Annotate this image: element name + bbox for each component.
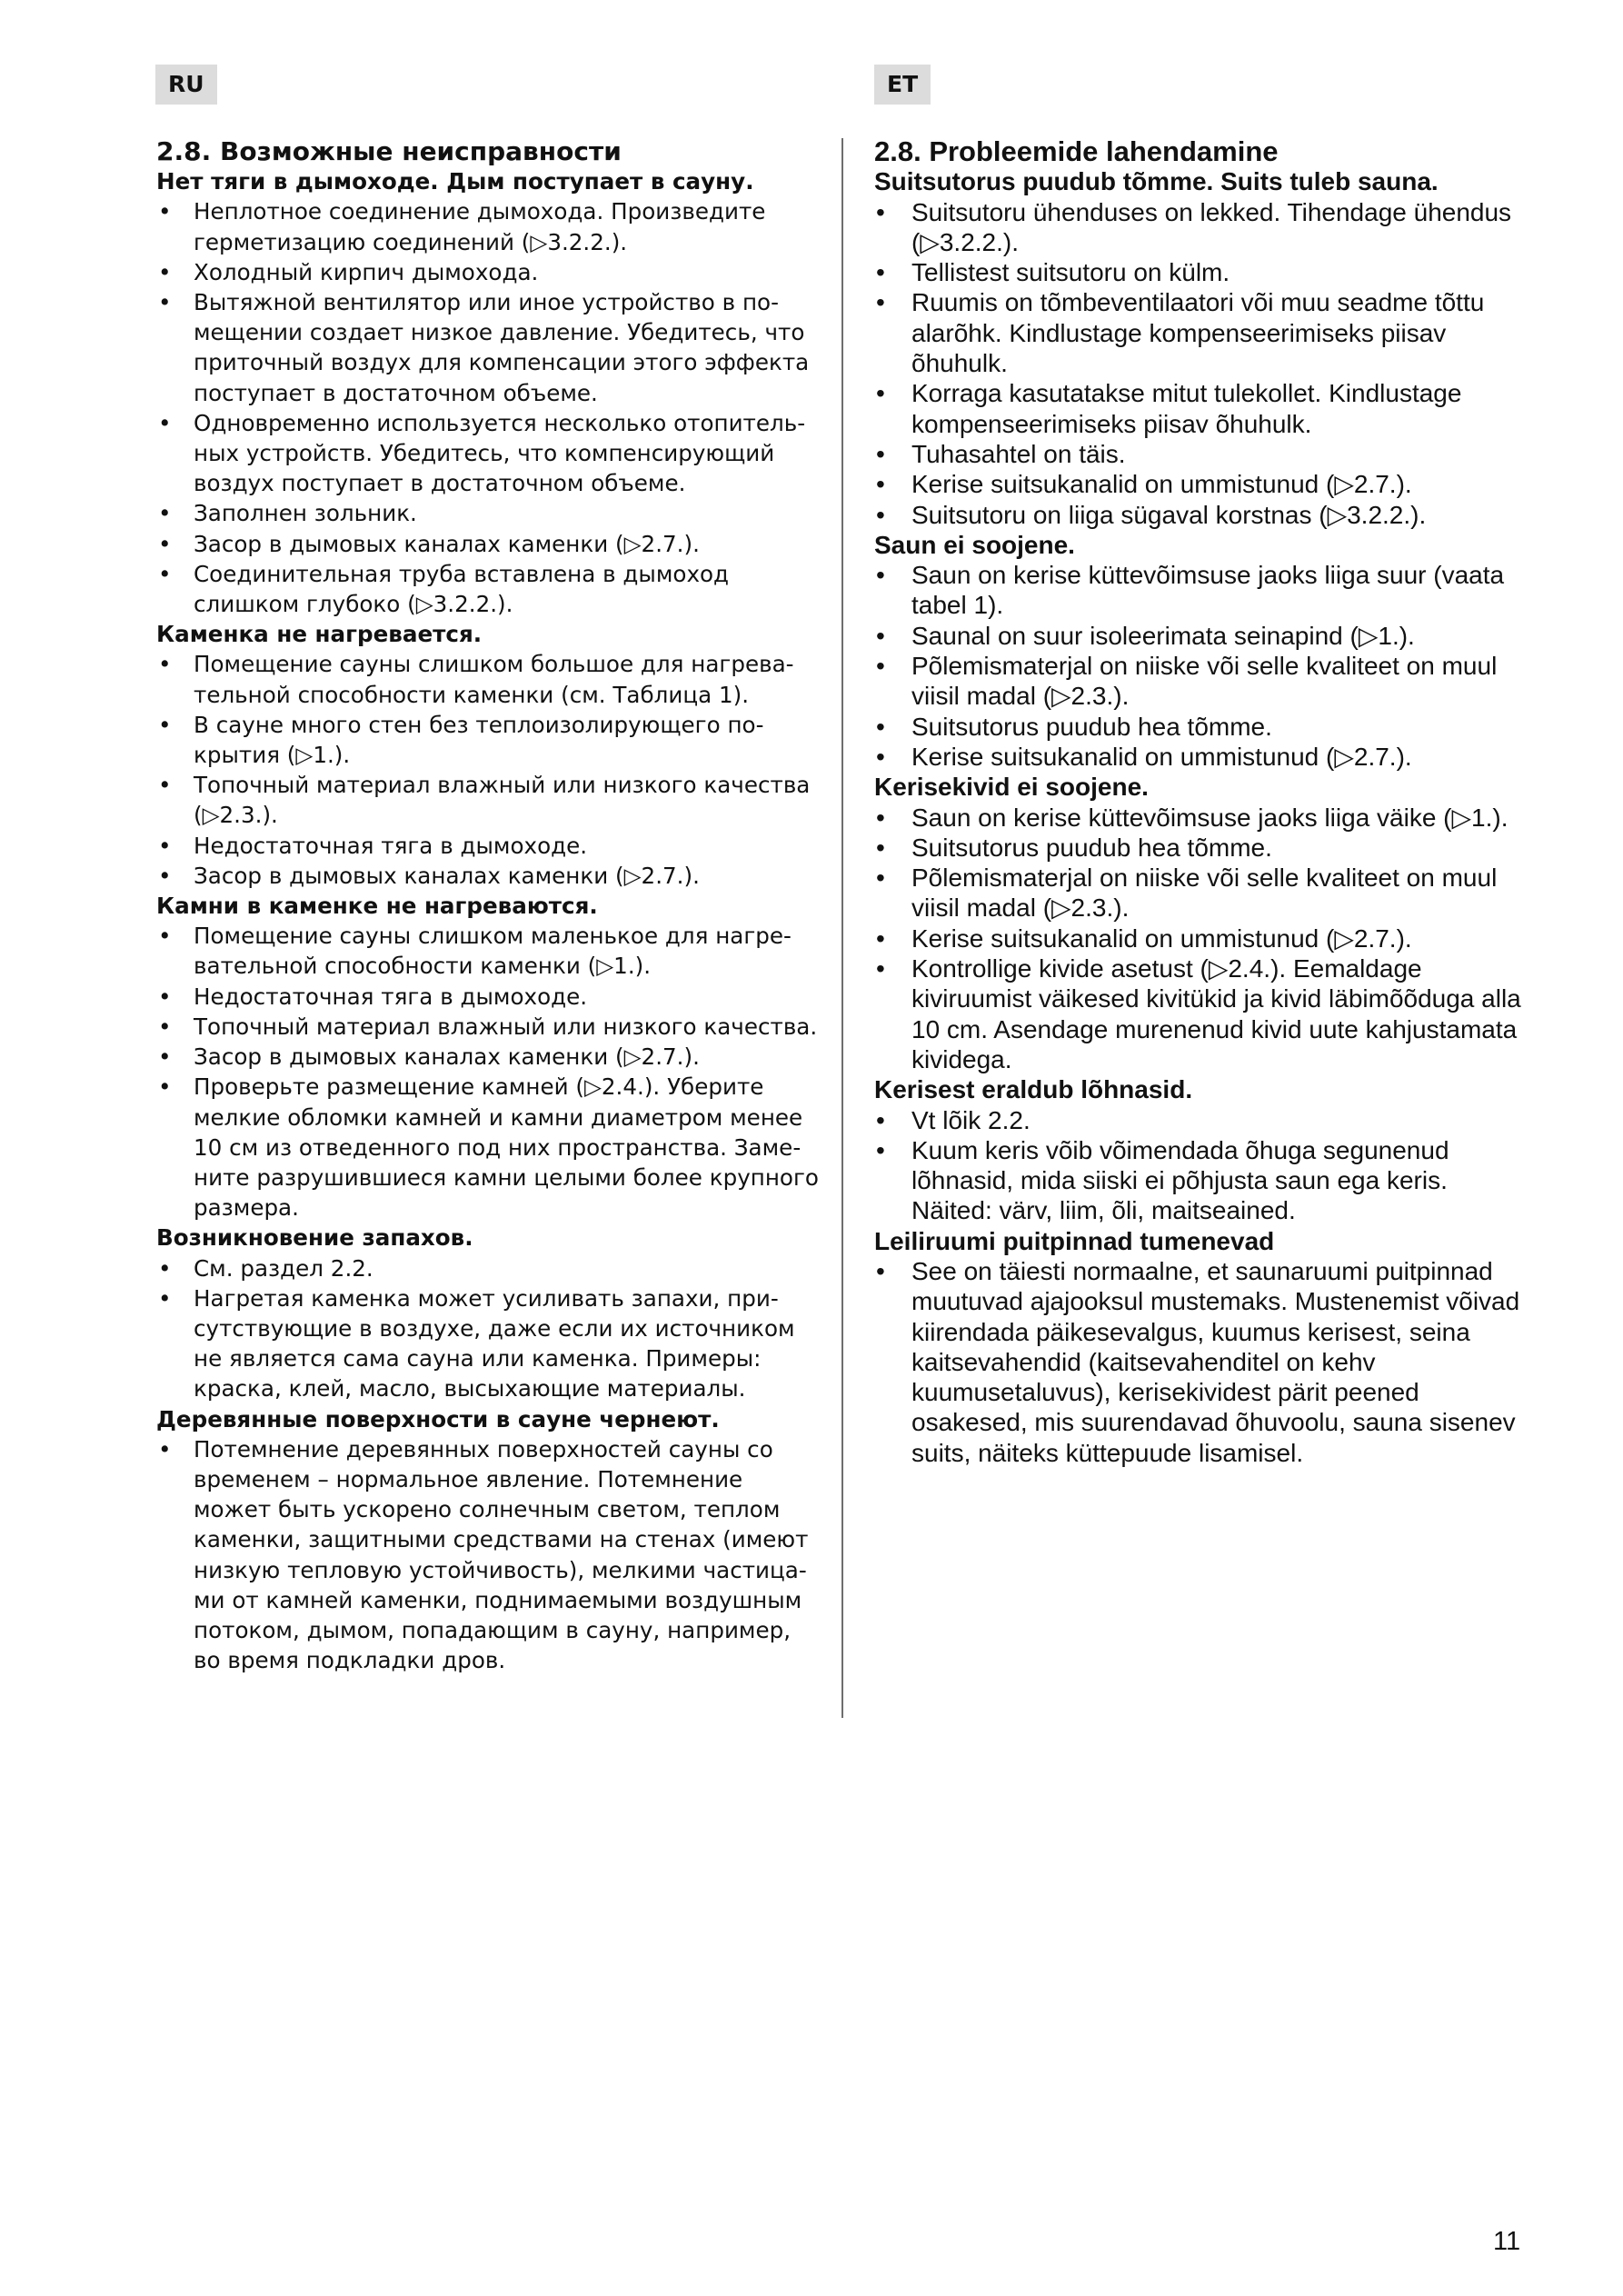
list-item: • Недостаточная тяга в дымоходе. — [156, 982, 820, 1012]
section-title: 2.8. Probleemide lahendamine — [874, 135, 1279, 167]
column-russian — [156, 136, 820, 1675]
list-item: • Kerise suitsukanalid on ummistunud (▷2.7.). — [874, 742, 1521, 772]
subsection-title: Kerisest eraldub lõhnasid. — [874, 1075, 1193, 1104]
subsection-title: Leiliruumi puitpinnad tumenevad — [874, 1226, 1275, 1255]
subsection-title: Kerisekivid ei soojene. — [874, 773, 1149, 802]
bullet-list — [874, 560, 1521, 772]
list-item: • Засор в дымовых каналах каменки (▷2.7.). — [156, 1042, 820, 1072]
subsection-title: Нет тяги в дымоходе. Дым поступает в сауну. — [156, 168, 754, 195]
list-item: • Suitsutoru ühenduses on lekked. Tihendage ühendus (▷3.2.2.). — [874, 197, 1521, 258]
list-item: • Проверьте размещение камней (▷2.4.). Уберите мелкие обломки камней и камни диаметром менее 10 см из отведенного под них пространства. Замените разрушившиеся камни целыми более крупного размера. — [156, 1072, 820, 1223]
column-divider — [841, 138, 843, 1718]
list-item: • Топочный материал влажный или низкого качества (▷2.3.). — [156, 770, 820, 830]
page-number: 11 — [1493, 2227, 1521, 2256]
list-item: • Соединительная труба вставлена в дымоход слишком глубоко (▷3.2.2.). — [156, 559, 820, 619]
list-item: • Saun on kerise küttevõimsuse jaoks liiga suur (vaata tabel 1). — [874, 560, 1521, 621]
subsection-title: Камни в каменке не нагреваются. — [156, 893, 598, 920]
list-item: • Tellistest suitsutoru on külm. — [874, 257, 1521, 287]
bullet-list — [156, 649, 820, 891]
list-item: • Одновременно используется несколько отопительных устройств. Убедитесь, что компенсирующий воздух поступает в достаточном объеме. — [156, 408, 820, 499]
bullet-list — [156, 196, 820, 619]
list-item: • Kerise suitsukanalid on ummistunud (▷2.7.). — [874, 469, 1521, 499]
list-item: • См. раздел 2.2. — [156, 1253, 820, 1283]
list-item: • Потемнение деревянных поверхностей сауны со временем – нормальное явление. Потемнение может быть ускорено солнечным светом, теплом каменки, защитными средствами на стенах (имеют низкую тепловую устойчивость), мелкими частицами от камней каменки, поднимаемыми воздушным потоком, дымом, попадающим в сауну, например, во время подкладки дров. — [156, 1434, 820, 1676]
subsection-title: Каменка не нагревается. — [156, 621, 483, 648]
list-item: • Помещение сауны слишком большое для нагревательной способности каменки (см. Таблица 1). — [156, 649, 820, 709]
bullet-list — [874, 1105, 1521, 1226]
list-item: • Saunal on suur isoleerimata seinapind (▷1.). — [874, 621, 1521, 651]
list-item: • Топочный материал влажный или низкого качества. — [156, 1012, 820, 1042]
list-item: • Kerise suitsukanalid on ummistunud (▷2.7.). — [874, 923, 1521, 953]
list-item: • Suitsutoru on liiga sügaval korstnas (▷3.2.2.). — [874, 500, 1521, 530]
bullet-list — [874, 1256, 1521, 1468]
language-badge-et: ET — [874, 65, 931, 105]
list-item: • Korraga kasutatakse mitut tulekollet. Kindlustage kompenseerimiseks piisav õhuhulk. — [874, 378, 1521, 439]
list-item: • Kuum keris võib võimendada õhuga segunenud lõhnasid, mida siiski ei põhjusta saun ega keris. Näited: värv, liim, õli, maitseained. — [874, 1135, 1521, 1226]
bullet-list — [156, 921, 820, 1223]
subsection-title: Suitsutorus puudub tõmme. Suits tuleb sauna. — [874, 167, 1439, 196]
section-title: 2.8. Возможные неисправности — [156, 136, 622, 166]
list-item: • В сауне много стен без теплоизолирующего покрытия (▷1.). — [156, 710, 820, 770]
list-item: • Ruumis on tõmbeventilaatori või muu seadme tõttu alarõhk. Kindlustage kompenseerimiseks piisav õhuhulk. — [874, 287, 1521, 378]
list-item: • Põlemismaterjal on niiske või selle kvaliteet on muul viisil madal (▷2.3.). — [874, 651, 1521, 712]
list-item: • Нагретая каменка может усиливать запахи, присутствующие в воздухе, даже если их источником не является сама сауна или каменка. Примеры: краска, клей, масло, высыхающие материалы. — [156, 1283, 820, 1404]
bullet-list — [156, 1434, 820, 1676]
bullet-list — [874, 197, 1521, 530]
language-badge-ru: RU — [155, 65, 217, 105]
list-item: • Saun on kerise küttevõimsuse jaoks liiga väike (▷1.). — [874, 803, 1521, 833]
bullet-list — [874, 803, 1521, 1075]
list-item: • See on täiesti normaalne, et saunaruumi puitpinnad muutuvad ajajooksul mustemaks. Mustenemist võivad kiirendada päikesevalgus, kuumus kerisest, seina kaitsevahendid (kaitsevahenditel on kehv kuumusetaluvus), kerisekividest pärit peened osakesed, mis suurendavad õhuvoolu, sauna sisenev suits, näiteks küttepuude lisamisel. — [874, 1256, 1521, 1468]
subsection-title: Возникновение запахов. — [156, 1224, 473, 1252]
column-estonian — [874, 136, 1521, 1468]
list-item: • Заполнен зольник. — [156, 498, 820, 528]
list-item: • Засор в дымовых каналах каменки (▷2.7.). — [156, 861, 820, 891]
list-item: • Вытяжной вентилятор или иное устройство в помещении создает низкое давление. Убедитесь, что приточный воздух для компенсации этого эффекта поступает в достаточном объеме. — [156, 287, 820, 408]
list-item: • Suitsutorus puudub hea tõmme. — [874, 833, 1521, 863]
bullet-list — [156, 1253, 820, 1404]
list-item: • Неплотное соединение дымохода. Произведите герметизацию соединений (▷3.2.2.). — [156, 196, 820, 256]
subsection-title: Деревянные поверхности в сауне чернеют. — [156, 1405, 720, 1433]
list-item: • Засор в дымовых каналах каменки (▷2.7.). — [156, 529, 820, 559]
list-item: • Холодный кирпич дымохода. — [156, 257, 820, 287]
list-item: • Põlemismaterjal on niiske või selle kvaliteet on muul viisil madal (▷2.3.). — [874, 863, 1521, 923]
list-item: • Kontrollige kivide asetust (▷2.4.). Eemaldage kiviruumist väikesed kivitükid ja kivid läbimõõduga alla 10 cm. Asendage murenenud kivid uute kahjustamata kividega. — [874, 953, 1521, 1074]
list-item: • Помещение сауны слишком маленькое для нагревательной способности каменки (▷1.). — [156, 921, 820, 981]
list-item: • Недостаточная тяга в дымоходе. — [156, 831, 820, 861]
list-item: • Suitsutorus puudub hea tõmme. — [874, 712, 1521, 742]
subsection-title: Saun ei soojene. — [874, 530, 1075, 559]
list-item: • Tuhasahtel on täis. — [874, 439, 1521, 469]
list-item: • Vt lõik 2.2. — [874, 1105, 1521, 1135]
